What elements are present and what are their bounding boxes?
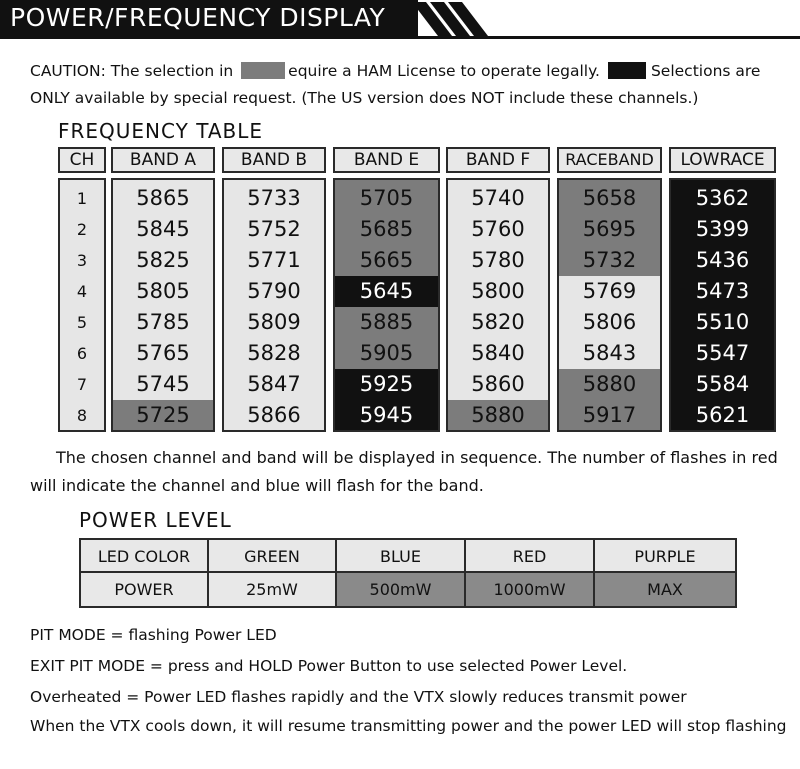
channel-number: 7 (76, 375, 88, 394)
power-header-cell: LED COLOR (81, 540, 209, 573)
frequency-value: 5828 (247, 341, 301, 365)
special-black-swatch (608, 62, 646, 79)
power-header-cell: PURPLE (595, 540, 735, 573)
power-header-cell: RED (466, 540, 595, 573)
frequency-value: 5771 (247, 248, 301, 272)
description: The chosen channel and band will be displayed in sequence. The number of flashes in red will indicate the channel and blue will flash for the band. (30, 448, 778, 495)
frequency-value: 5885 (359, 310, 414, 334)
frequency-value: 5695 (582, 217, 637, 241)
note-line: Overheated = Power LED flashes rapidly and the VTX slowly reduces transmit power (30, 688, 687, 706)
frequency-value: 5752 (247, 217, 301, 241)
power-header-cell: GREEN (209, 540, 337, 573)
frequency-value: 5845 (136, 217, 190, 241)
band-header: BAND E (333, 147, 440, 173)
band-column (222, 178, 326, 432)
band-column (446, 178, 550, 432)
frequency-table-title: FREQUENCY TABLE (58, 119, 264, 143)
frequency-value: 5725 (136, 403, 190, 427)
frequency-value: 5800 (471, 279, 525, 303)
caution-part-2: equire a HAM License to operate legally. (288, 62, 600, 80)
note-line: EXIT PIT MODE = press and HOLD Power Button to use selected Power Level. (30, 657, 628, 675)
caution-text (30, 58, 790, 112)
band-column (111, 178, 215, 432)
band-header: BAND A (111, 147, 215, 173)
frequency-value: 5825 (136, 248, 190, 272)
channel-number: 5 (76, 313, 88, 332)
frequency-value: 5925 (359, 372, 414, 396)
power-level-table (79, 538, 737, 608)
band-header: BAND F (446, 147, 550, 173)
frequency-value: 5866 (247, 403, 301, 427)
frequency-value: 5785 (136, 310, 190, 334)
band-header: BAND B (222, 147, 326, 173)
frequency-value: 5865 (136, 186, 190, 210)
frequency-value: 5362 (695, 186, 750, 210)
frequency-value: 5847 (247, 372, 301, 396)
frequency-value: 5645 (359, 279, 414, 303)
frequency-value: 5790 (247, 279, 301, 303)
channel-number: 6 (76, 344, 88, 363)
frequency-value: 5658 (582, 186, 637, 210)
frequency-value: 5917 (582, 403, 637, 427)
power-value-cell: 1000mW (466, 573, 595, 606)
band-header: RACEBAND (557, 147, 662, 173)
frequency-value: 5769 (582, 279, 637, 303)
frequency-value: 5732 (582, 248, 637, 272)
power-header-cell: BLUE (337, 540, 466, 573)
band-header: LOWRACE (669, 147, 776, 173)
frequency-value: 5945 (359, 403, 414, 427)
caution-part-3: Selections are ONLY available by special request. (The US version does NOT include these channels.) (30, 62, 761, 107)
channel-number: 3 (76, 251, 88, 270)
band-column (557, 178, 662, 432)
caution-part-1: CAUTION: The selection in (30, 62, 234, 80)
frequency-value: 5806 (582, 310, 637, 334)
frequency-value: 5399 (695, 217, 750, 241)
description-text (30, 444, 782, 500)
stripes-decoration-icon (400, 0, 500, 38)
frequency-value: 5880 (471, 403, 525, 427)
frequency-value: 5547 (695, 341, 750, 365)
frequency-value: 5510 (695, 310, 750, 334)
power-value-cell: 25mW (209, 573, 337, 606)
frequency-value: 5905 (359, 341, 414, 365)
channel-number: 1 (76, 189, 88, 208)
frequency-value: 5840 (471, 341, 525, 365)
frequency-value: 5584 (695, 372, 750, 396)
ch-column (58, 178, 106, 432)
frequency-value: 5805 (136, 279, 190, 303)
channel-number: 2 (76, 220, 88, 239)
frequency-value: 5436 (695, 248, 750, 272)
frequency-value: 5621 (695, 403, 750, 427)
power-value-cell: MAX (595, 573, 735, 606)
frequency-value: 5860 (471, 372, 525, 396)
ham-gray-swatch (241, 62, 285, 79)
frequency-value: 5473 (695, 279, 750, 303)
power-level-title: POWER LEVEL (79, 508, 232, 532)
frequency-value: 5665 (359, 248, 414, 272)
power-value-cell: 500mW (337, 573, 466, 606)
frequency-value: 5820 (471, 310, 525, 334)
band-column (669, 178, 776, 432)
frequency-value: 5780 (471, 248, 525, 272)
channel-number: 4 (76, 282, 88, 301)
frequency-value: 5809 (247, 310, 301, 334)
power-value-cell: POWER (81, 573, 209, 606)
note-line: When the VTX cools down, it will resume transmitting power and the power LED will stop flashing (30, 717, 787, 735)
frequency-value: 5685 (359, 217, 414, 241)
frequency-value: 5733 (247, 186, 301, 210)
channel-number: 8 (76, 406, 88, 425)
frequency-value: 5740 (471, 186, 525, 210)
note-line: PIT MODE = flashing Power LED (30, 626, 277, 644)
band-column (333, 178, 440, 432)
frequency-value: 5745 (136, 372, 190, 396)
frequency-value: 5880 (582, 372, 637, 396)
frequency-value: 5765 (136, 341, 190, 365)
notes (30, 620, 790, 740)
frequency-value: 5705 (359, 186, 414, 210)
page-title: POWER/FREQUENCY DISPLAY (10, 3, 386, 32)
frequency-value: 5760 (471, 217, 525, 241)
frequency-value: 5843 (582, 341, 637, 365)
ch-header: CH (58, 147, 106, 173)
header (0, 0, 800, 44)
